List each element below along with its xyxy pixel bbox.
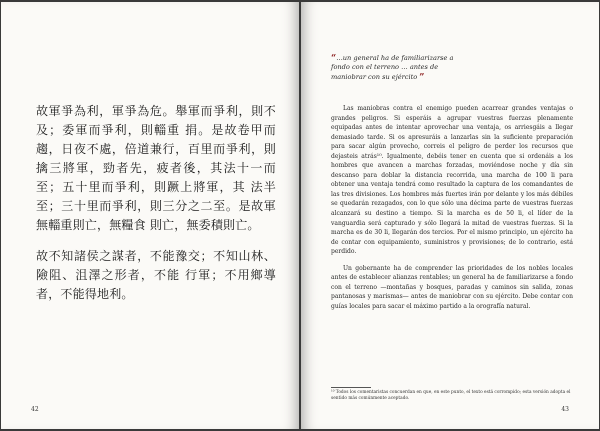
chinese-paragraph-2: 故不知諸侯之謀者，不能豫交；不知山林、險阻、沮澤之形者，不能 行軍；不用鄉導者，不能得地利。: [36, 249, 276, 301]
chinese-paragraph-1: 故軍爭為利，軍爭為危。舉軍而爭利，則不及；委軍而爭利，則輜重 捐。是故卷甲而趨，日夜不處，倍道兼行，百里而爭利，則擒三將軍，勁者先，疲者後，其法十一而至；五十里而爭利，則蹶上將軍，其 法半至；三十里而爭利，則三分之二至。是故軍無輜重則亡，無糧食 則亡，無委積則亡。: [36, 104, 276, 232]
page-number-right: 43: [561, 406, 569, 413]
footnote: ¹⁰ Todos los comentaristas concuerdan en que, en este punto, el texto está corrompido; esta versión adopta el sentido más comúnmente aceptado.: [331, 390, 571, 402]
close-quote-mark: ”: [419, 72, 425, 83]
body-paragraph-1: Las maniobras contra el enemigo pueden acarrear grandes ventajas o grandes peligros. Si esperáis a agrupar vuestras fuerzas plenamente equipadas antes de intentar aprovechar una ventaja, os arriesgáis a llegar demasiado tarde. Si os apresuráis a lanzarlas sin la suficiente preparación para sacar algún provecho, correis el peligro de perder los recursos que dejasteis atrás¹⁰. Igualmente, debéis tener en cuenta que si ordenáis a los hombres que avancen a marchas forzadas, moviéndose noche y día sin descanso para doblar la distancia recorrida, una marcha de 100 li para obtener una ventaja tendrá como resultado la captura de los comandantes de las tres divisiones. Los hombres más fuertes irán por delante y los más débiles se quedarán rezagados, con lo que sólo una décima parte de vuestras fuerzas alcanzará su destino a tiempo. Si la marcha es de 50 li, el líder de la vanguardia será capturado y sólo llegará la mitad de vuestras fuerzas. Si la marcha es de 30 li, llegarán dos tercios. Por el mismo principio, un ejército ha de contar con equipamiento, suministros y provisiones; de lo contrario, está perdido.: [331, 105, 573, 256]
spanish-body-text: [331, 104, 573, 318]
right-page: [301, 2, 599, 429]
chinese-text: [36, 102, 276, 316]
body-paragraph-2: Un gobernante ha de comprender las prioridades de los nobles locales antes de establecer alianzas rentables; un general ha de familiarizarse a fondo con el terreno —montañas y bosques, paradas y caminos sin salida, zonas pantanosas y marismas— antes de maniobrar con su ejército. Debe contar con guías locales para sacar el máximo partido a la orografía natural.: [331, 264, 573, 310]
pull-quote: [331, 54, 471, 82]
footnote-divider: [331, 387, 371, 388]
pull-quote-text: …un general ha de familiarizarse a fondo con el terreno … antes de maniobrar con su ejército: [331, 54, 454, 81]
open-quote-mark: “: [331, 54, 337, 64]
left-page: [1, 2, 299, 429]
page-number-left: 42: [31, 406, 39, 413]
